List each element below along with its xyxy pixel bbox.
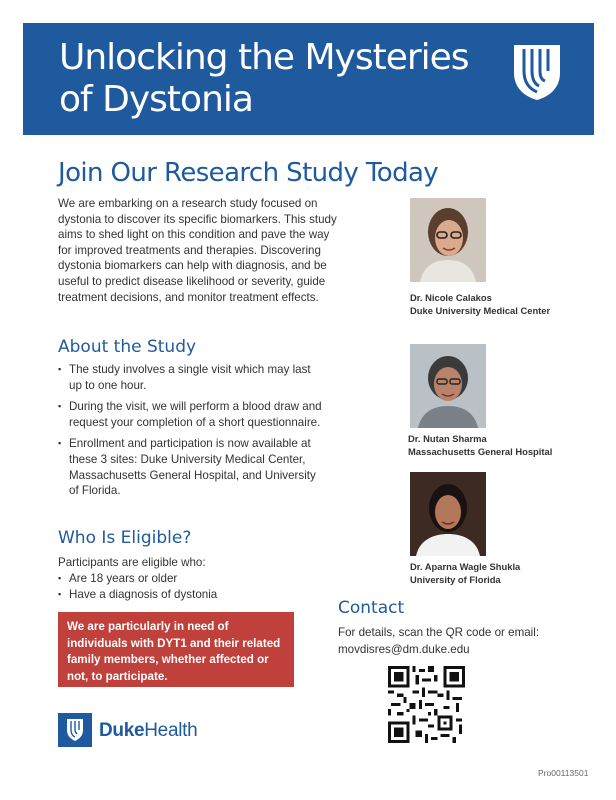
researcher-photo xyxy=(410,472,486,556)
researcher-affiliation: Massachusetts General Hospital xyxy=(408,445,553,457)
researcher-photo xyxy=(410,198,486,282)
researcher-affiliation: University of Florida xyxy=(410,573,501,585)
researcher-caption xyxy=(408,433,552,458)
list-item: ▪ The study involves a single visit which may last up to one hour. xyxy=(58,362,323,393)
eligible-intro: Participants are eligible who: xyxy=(58,556,206,569)
main-heading: Join Our Research Study Today xyxy=(58,158,439,188)
researcher-name: Dr. Nutan Sharma xyxy=(408,433,487,444)
document-code: Pro00113501 xyxy=(538,768,589,778)
page-title: Unlocking the Mysteries of Dystonia xyxy=(59,37,469,120)
list-item: ▪ Are 18 years or older xyxy=(58,571,323,587)
researcher-photo xyxy=(410,344,486,428)
list-item: ▪ During the visit, we will perform a blood draw and request your completion of a short questionnaire. xyxy=(58,399,323,430)
about-list xyxy=(58,362,323,505)
list-item: ▪ Enrollment and participation is now available at these 3 sites: Duke University Medical Center, Massachusetts General Hospital, and University of Florida. xyxy=(58,436,323,498)
contact-text: For details, scan the QR code or email: movdisres@dm.duke.edu xyxy=(338,626,540,656)
dyt1-callout: We are particularly in need of individuals with DYT1 and their related family members, whether affected or not, to participate. xyxy=(58,612,294,687)
duke-shield-icon xyxy=(512,43,562,101)
qr-code-icon[interactable] xyxy=(388,666,465,743)
logo-text: DukeHealth xyxy=(99,720,198,741)
list-item: ▪ Have a diagnosis of dystonia xyxy=(58,587,323,603)
title-banner xyxy=(23,23,594,135)
researcher-name: Dr. Aparna Wagle Shukla xyxy=(410,561,521,572)
researcher-caption xyxy=(410,561,520,586)
duke-shield-icon xyxy=(58,713,92,747)
eligible-list xyxy=(58,571,323,602)
researcher-affiliation: Duke University Medical Center xyxy=(410,304,551,316)
about-heading: About the Study xyxy=(58,337,197,357)
eligible-heading: Who Is Eligible? xyxy=(58,528,192,548)
intro-paragraph: We are embarking on a research study focused on dystonia to discover its specific biomarkers. This study aims to shed light on this condition and pave the way for improved treatments and therapies. Discovering dystonia biomarkers can help with diagnosis, and be useful to predict disease likelihood or severity, guide treatment decisions, and monitor treatment effects. xyxy=(58,197,337,304)
contact-heading: Contact xyxy=(338,598,405,618)
researcher-caption xyxy=(410,292,550,317)
researcher-name: Dr. Nicole Calakos xyxy=(410,292,492,303)
